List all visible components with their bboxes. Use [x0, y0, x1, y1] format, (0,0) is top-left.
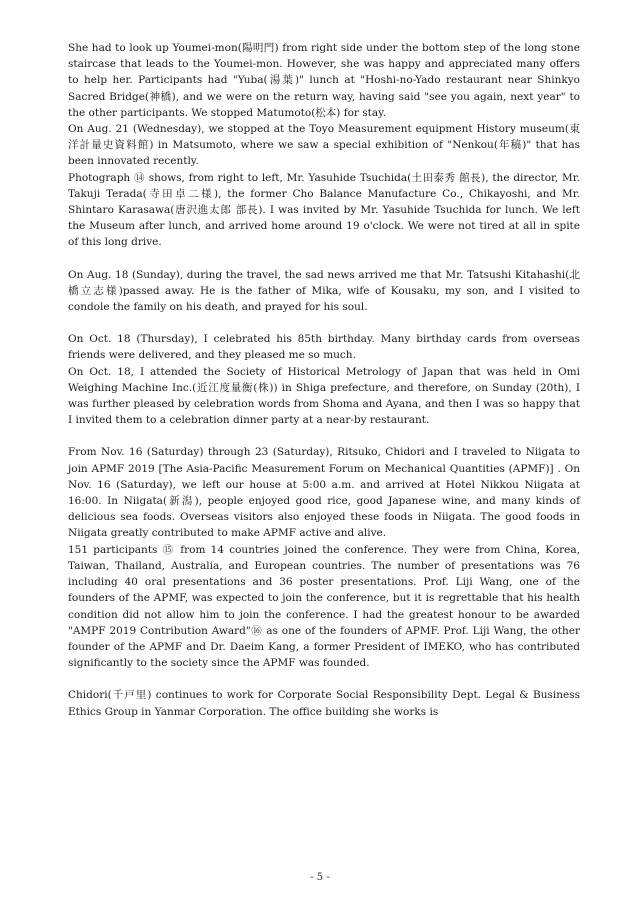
paragraph-text: On Aug. 21 (Wednesday), we stopped at the Toyo Measurement equipment History museum(東洋計量史資料館) in Matsumoto, where we saw a special exhibition of "Nenkou(年稿)" that has been innovated recently. [68, 123, 580, 168]
paragraph-text: Chidori(千戸里) continues to work for Corporate Social Responsibility Dept. Legal & Business Ethics Group in Yanmar Corporation. The office building she works is [68, 689, 580, 718]
paragraph-nikko-return [68, 40, 580, 251]
paragraph-apmf [68, 444, 580, 671]
paragraph-text: On Oct. 18 (Thursday), I celebrated his 85th birthday. Many birthday cards from overseas friends were delivered, and they pleased me so much. [68, 333, 580, 362]
paragraph-birthday [68, 331, 580, 428]
paragraph-text: She had to look up Youmei-mon(陽明門) from right side under the bottom step of the long stone staircase that leads to the Youmei-mon. However, she was happy and appreciated many offers to help her. Participants had "Yuba(湯葉)" lunch at "Hoshi-no-Yado restaurant near Shinkyo Sacred Bridge(神橋), and we were on the return way, having said "see you again, next year" to the other participants. We stopped Matumoto(松本) for stay. [68, 42, 580, 119]
paragraph-text: Photograph ⑭ shows, from right to left, Mr. Yasuhide Tsuchida(土田泰秀 館長), the director, Mr. Takuji Terada(寺田卓二様), the former Cho Balance Manufacture Co., Chikayoshi, and Mr. Shintaro Karasawa(唐沢進太郎 部長). I was invited by Mr. Yasuhide Tsuchida for lunch. We left the Museum after lunch, and arrived home around 19 o'clock. We were not tired at all in spite of this long drive. [68, 171, 580, 249]
paragraph-text: 151 participants ⑮ from 14 countries joined the conference. They were from China, Korea, Taiwan, Thailand, Australia, and European countries. The number of presentations was 76 including 40 oral presentations and 36 poster presentations. Prof. Liji Wang, one of the founders of the APMF, was expected to join the conference, but it is regrettable that his health condition did not allow him to join the conference. I had the greatest honour to be awarded "AMPF 2019 Contribution Award"⑯ as one of the founders of APMF. Prof. Liji Wang, the other founder of the APMF and Dr. Daeim Kang, a former President of IMEKO, who has contributed significantly to the society since the APMF was founded. [68, 543, 580, 670]
paragraph-sad-news [68, 267, 580, 316]
paragraph-text: On Oct. 18, I attended the Society of Historical Metrology of Japan that was held in Omi Weighing Machine Inc.(近江度量衡(株)) in Shiga prefecture, and therefore, on Sunday (20th), I was further pleased by celebration words from Shoma and Ayana, and then I was so happy that I invited them to a celebration dinner party at a near-by restaurant. [68, 365, 580, 427]
paragraph-text: On Aug. 18 (Sunday), during the travel, the sad news arrived me that Mr. Tatsushi Kitahashi(北橋立志様)passed away. He is the father of Mika, wife of Kousaku, my son, and I visited to condole the family on his death, and prayed for his soul. [68, 268, 580, 314]
paragraph-text: From Nov. 16 (Saturday) through 23 (Saturday), Ritsuko, Chidori and I traveled to Niigata to join APMF 2019 [The Asia-Pacific Measurement Forum on Mechanical Quantities (APMF)] . On Nov. 16 (Saturday), we left our house at 5:00 a.m. and arrived at Hotel Nikkou Niigata at 16:00. In Niigata(新潟), people enjoyed good rice, good Japanese wine, and many kinds of delicious sea foods. Overseas visitors also enjoyed these foods in Niigata. The good foods in Niigata greatly contributed to make APMF active and alive. [68, 446, 580, 540]
page-number: - 5 - [310, 872, 330, 883]
paragraph-chidori [68, 687, 580, 719]
page-body [68, 40, 580, 736]
